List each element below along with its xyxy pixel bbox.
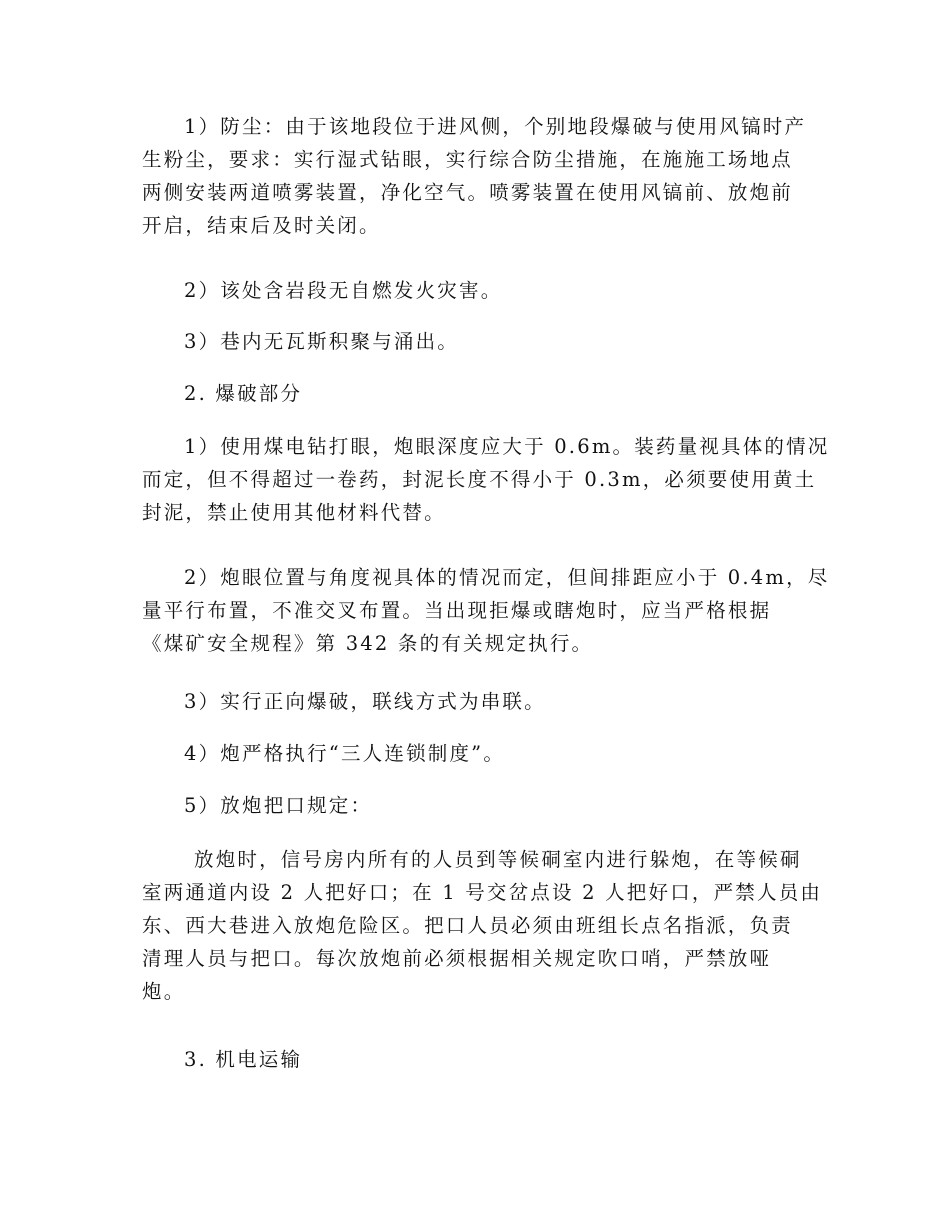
paragraph-guard-rules-heading — [142, 789, 810, 822]
text-line: 室两通道内设 2 人把好口；在 1 号交岔点设 2 人把好口，严禁人员由 — [142, 881, 823, 904]
paragraph-guard-rules — [142, 843, 823, 1008]
text-line: 东、西大巷进入放炮危险区。把口人员必须由班组长点名指派，负责 — [142, 914, 794, 937]
paragraph-drilling — [142, 430, 830, 529]
text-line: 4）炮严格执行“三人连锁制度”。 — [184, 742, 506, 765]
section-heading-blasting — [142, 377, 810, 410]
paragraph-three-person-lock — [142, 737, 810, 770]
text-line: 3. 机电运输 — [184, 1048, 303, 1071]
text-line: 2）该处含岩段无自燃发火灾害。 — [184, 279, 503, 302]
text-line: 清理人员与把口。每次放炮前必须根据相关规定吹口哨，严禁放哑 — [142, 947, 772, 970]
text-line: 炮。 — [142, 980, 186, 1003]
text-line: 5）放炮把口规定： — [184, 794, 373, 817]
text-line: 3）巷内无瓦斯积聚与涌出。 — [184, 330, 460, 353]
text-line: 1）使用煤电钻打眼，炮眼深度应大于 0.6m。装药量视具体的情况 — [184, 435, 830, 458]
text-line: 而定，但不得超过一卷药，封泥长度不得小于 0.3m，必须要使用黄土 — [142, 468, 817, 491]
text-line: 放炮时，信号房内所有的人员到等候硐室内进行躲炮，在等候硐 — [194, 848, 802, 871]
text-line: 封泥，禁止使用其他材料代替。 — [142, 501, 446, 524]
text-line: 2）炮眼位置与角度视具体的情况而定，但间排距应小于 0.4m，尽 — [184, 566, 830, 589]
paragraph-forward-blasting — [142, 685, 810, 718]
paragraph-hole-position — [142, 561, 830, 660]
text-line: 1）防尘：由于该地段位于进风侧，个别地段爆破与使用风镐时产 — [184, 115, 807, 138]
text-line: 生粉尘，要求：实行湿式钻眼，实行综合防尘措施，在施施工场地点 — [142, 148, 794, 171]
text-line: 2. 爆破部分 — [184, 382, 303, 405]
paragraph-no-fire-hazard — [142, 274, 810, 307]
text-line: 两侧安装两道喷雾装置，净化空气。喷雾装置在使用风镐前、放炮前 — [142, 181, 794, 204]
text-line: 3）实行正向爆破，联线方式为串联。 — [184, 690, 546, 713]
text-line: 《煤矿安全规程》第 342 条的有关规定执行。 — [142, 632, 594, 655]
paragraph-no-gas — [142, 325, 810, 358]
text-line: 开启，结束后及时关闭。 — [142, 214, 381, 237]
section-heading-electromechanical — [142, 1043, 810, 1076]
text-line: 量平行布置，不准交叉布置。当出现拒爆或瞎炮时，应当严格根据 — [142, 599, 772, 622]
paragraph-dust-prevention — [142, 110, 810, 242]
